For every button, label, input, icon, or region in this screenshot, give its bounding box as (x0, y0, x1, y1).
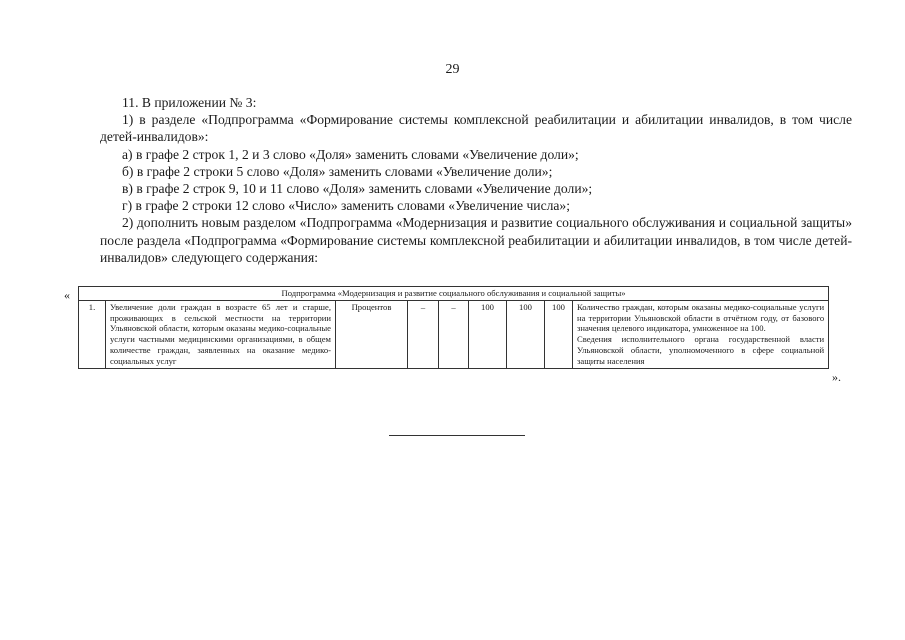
value-cell-3: 100 (469, 300, 507, 368)
paragraph-subitem-a: а) в графе 2 строк 1, 2 и 3 слово «Доля» заменить словами «Увеличение доли»; (122, 146, 579, 162)
value-cell-2: – (439, 300, 469, 368)
indicator-table (78, 286, 829, 369)
calculation-formula: Количество граждан, которым оказаны медико-социальные услуги на территории Ульяновской области в отчётном году, от базового значения целевого индикатора, умноженное на 100. (577, 301, 825, 334)
value-cell-4: 100 (507, 300, 545, 368)
end-divider-line (389, 435, 525, 436)
table-row (79, 300, 829, 368)
row-number: 1. (79, 300, 106, 368)
document-body (100, 94, 852, 266)
unit-cell: Процентов (336, 300, 408, 368)
paragraph-subitem-1: 1) в разделе «Подпрограмма «Формирование системы комплексной реабилитации и абилитации инвалидов, в том числе детей-инвалидов»: (100, 112, 852, 145)
table-open-quote: « (64, 288, 70, 302)
paragraph-subitem-2: 2) дополнить новым разделом «Подпрограмма «Модернизация и развитие социального обслуживания и социальной защиты» после раздела «Подпрограмма «Формирование системы комплексной реабилитации и абилитации инвалидов, в том числе детей-инвалидов» следующего содержания: (100, 215, 852, 265)
indicator-name: Увеличение доли граждан в возрасте 65 лет и старше, проживающих в сельской местности на территории Ульяновской области, которым оказаны медико-социальные услуги частными медицинскими организациями, в общем количестве граждан, заявленных на оказание медико-социальных услуг (106, 300, 336, 368)
calculation-method (573, 300, 829, 368)
table-close-quote: ». (832, 370, 841, 384)
table-subheader: Подпрограмма «Модернизация и развитие социального обслуживания и социальной защиты» (79, 287, 829, 301)
paragraph-subitem-g: г) в графе 2 строки 12 слово «Число» заменить словами «Увеличение числа»; (122, 198, 571, 214)
table-subheader-row (79, 287, 829, 301)
value-cell-1: – (408, 300, 439, 368)
data-source: Сведения исполнительного органа государственной власти Ульяновской области, уполномоченного в сфере социальной защиты населения (577, 334, 825, 366)
paragraph-subitem-b: б) в графе 2 строки 5 слово «Доля» заменить словами «Увеличение доли»; (122, 163, 553, 179)
paragraph-subitem-v: в) в графе 2 строк 9, 10 и 11 слово «Доля» заменить словами «Увеличение доли»; (122, 181, 593, 197)
value-cell-5: 100 (545, 300, 573, 368)
paragraph-item-11: 11. В приложении № 3: (122, 95, 257, 110)
page-number: 29 (445, 62, 460, 77)
